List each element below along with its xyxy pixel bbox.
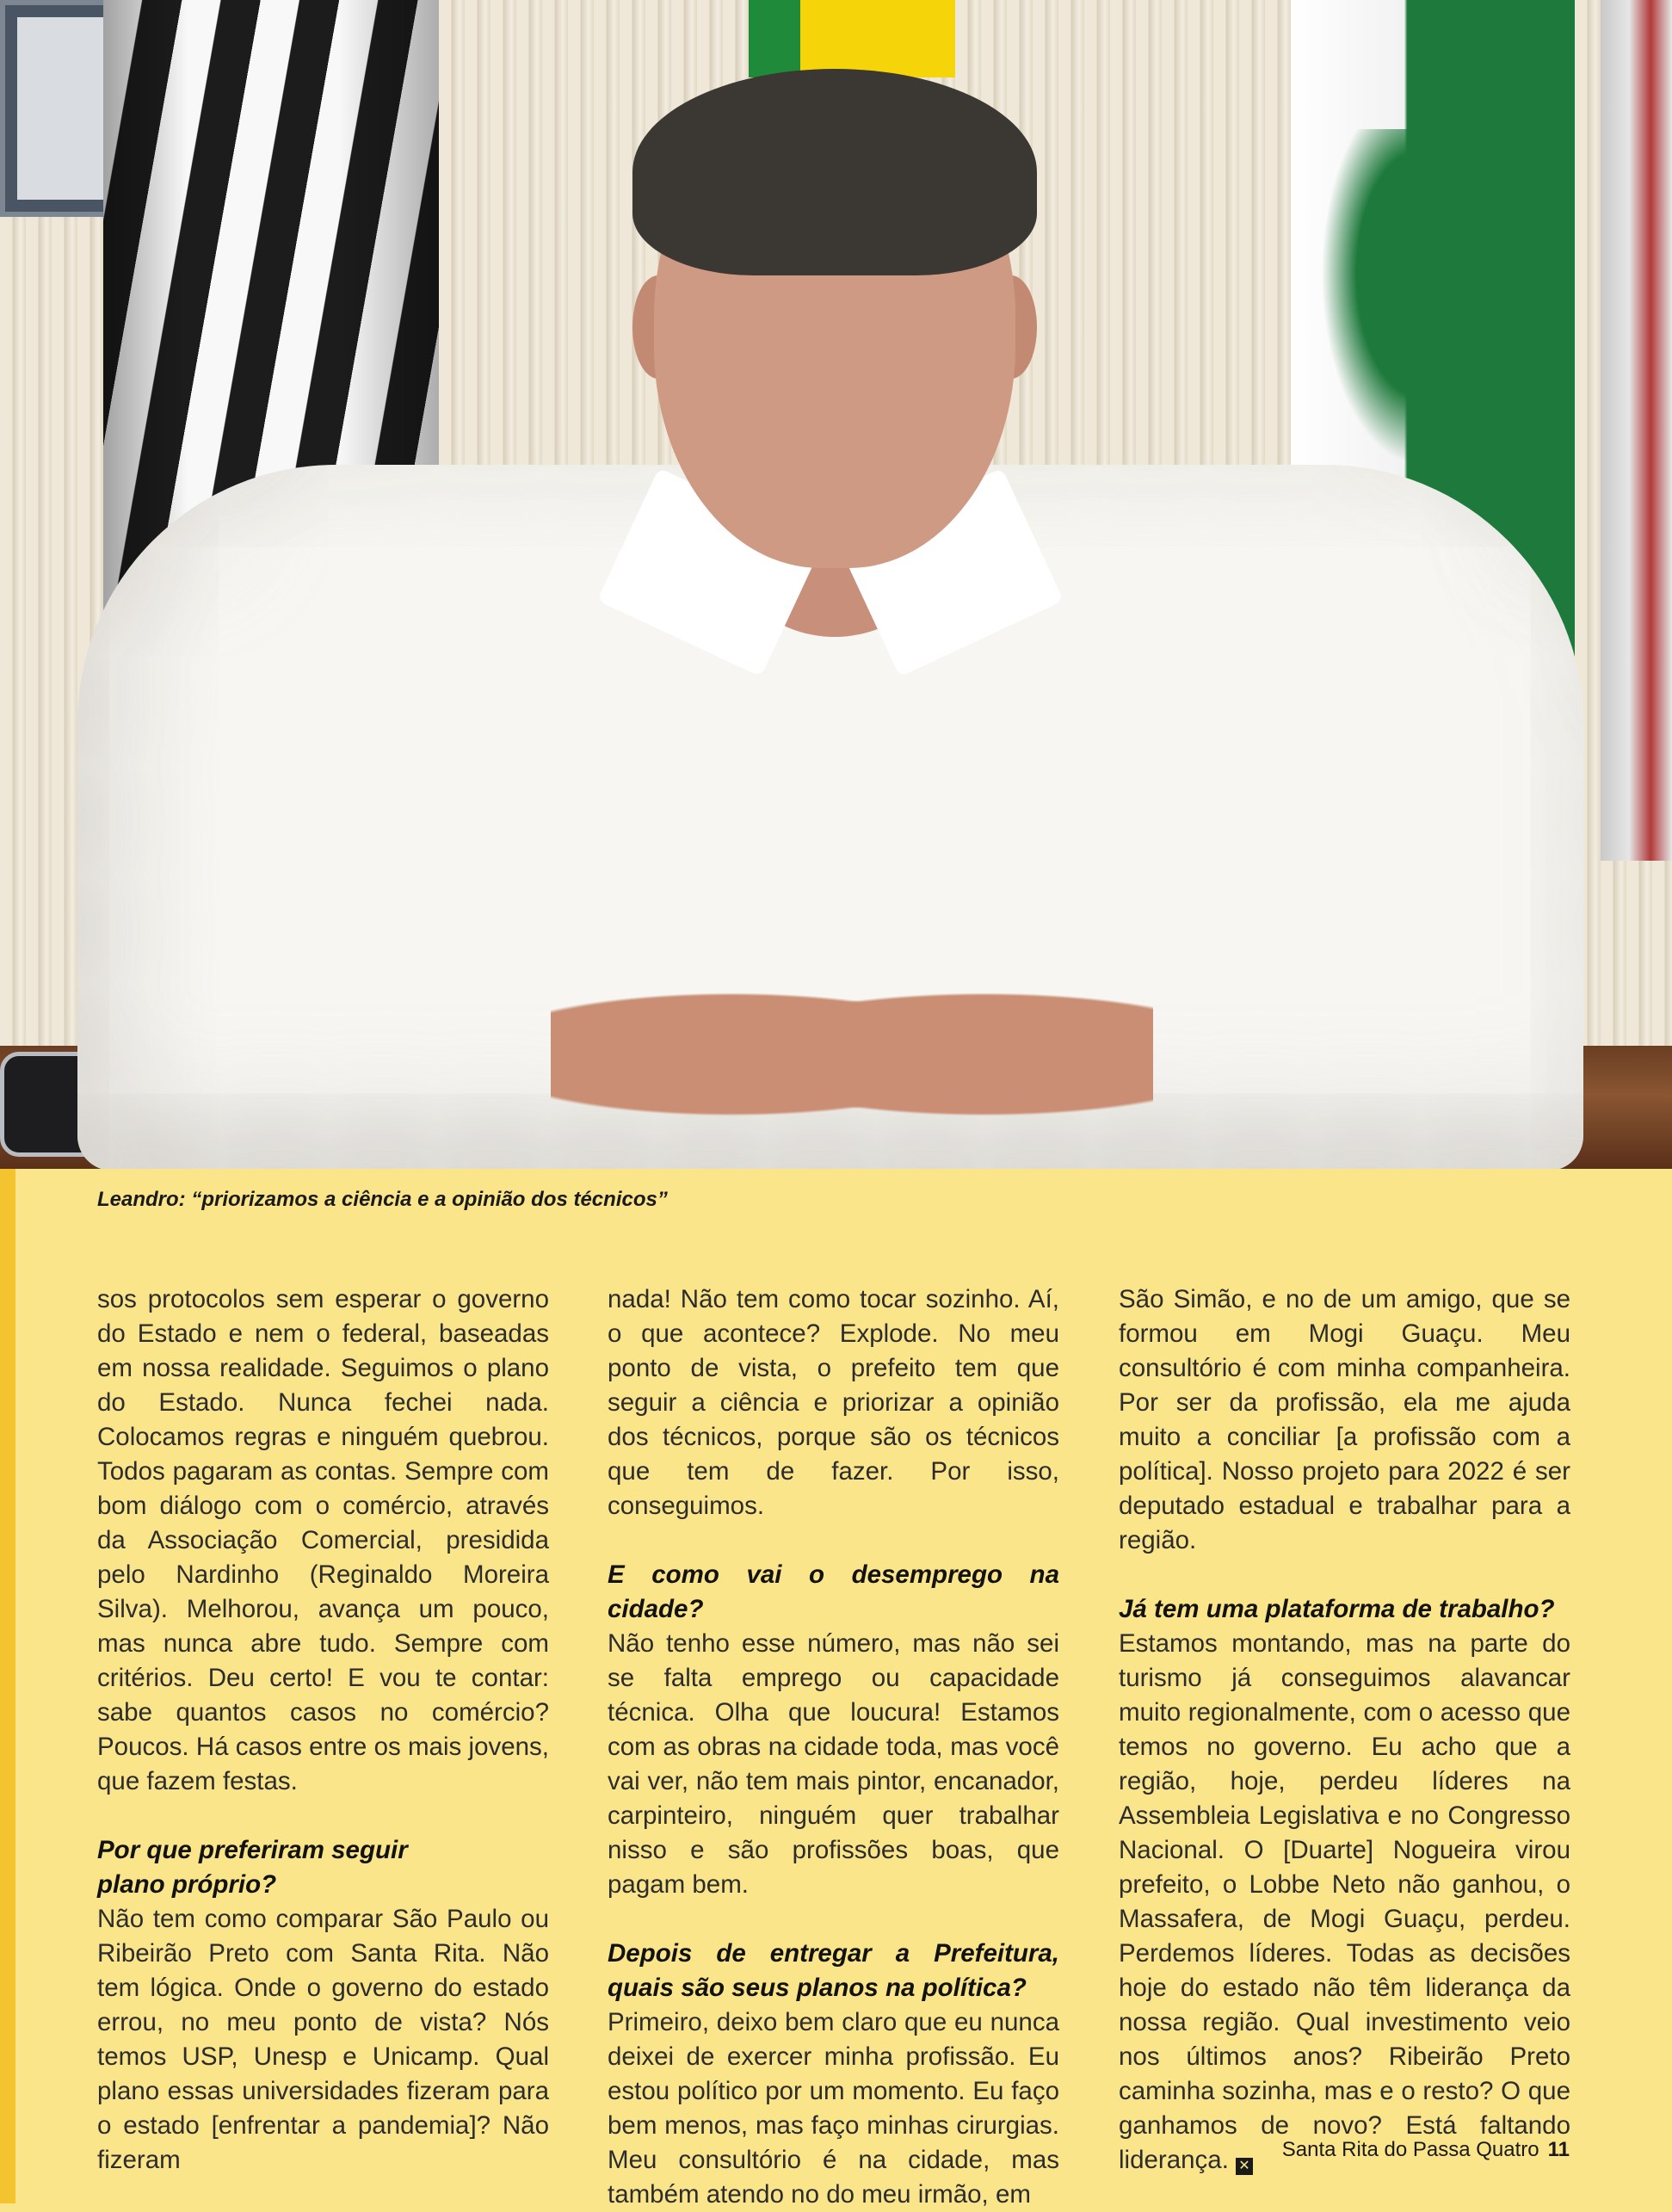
paragraph: Primeiro, deixo bem claro que eu nunca deixei de exercer minha profissão. Eu estou político por um momento. Eu faço bem menos, mas faço minhas cirurgias. Meu consultório é na cidade, mas também atendo no do meu irmão, em bbox=[608, 2008, 1059, 2209]
article-column-3 bbox=[1119, 1282, 1570, 2178]
photo-caption: Leandro: “priorizamos a ciência e a opinião dos técnicos” bbox=[97, 1188, 668, 1211]
question-heading: E como vai o desemprego na cidade? bbox=[608, 1560, 1059, 1623]
article-column-2 bbox=[608, 1282, 1059, 2212]
paragraph: Estamos montando, mas na parte do turismo já conseguimos alavancar muito regionalmente, com o acesso que temos no governo. Eu acho que a região, hoje, perdeu líderes na Assembleia Legislativa e no Congresso Nacional. O [Duarte] Nogueira virou prefeito, o Lobbe Neto não ganhou, o Massafera, de Mogi Guaçu, perdeu. Perdemos líderes. Todas as decisões hoje do estado não têm liderança da nossa região. Qual investimento veio nos últimos anos? Ribeirão Preto caminha sozinha, mas e o resto? O que ganhamos de novo? Está faltando liderança. ✕ bbox=[1119, 1629, 1570, 2174]
page-footer bbox=[1282, 2138, 1570, 2162]
hair bbox=[632, 69, 1037, 275]
page-number: 11 bbox=[1547, 2138, 1570, 2161]
question-heading: Depois de entregar a Prefeitura, quais são seus planos na política? bbox=[608, 1939, 1059, 2002]
publication-name: Santa Rita do Passa Quatro bbox=[1281, 2138, 1539, 2161]
paragraph: Não tenho esse número, mas não sei se falta emprego ou capacidade técnica. Olha que loucura! Estamos com as obras na cidade toda, mas você vai ver, não tem mais pintor, encanador, carpinteiro, ninguém quer trabalhar nisso e são profissões boas, que pagam bem. bbox=[608, 1629, 1059, 1899]
end-of-article-icon: ✕ bbox=[1236, 2158, 1253, 2175]
paragraph: São Simão, e no de um amigo, que se formou em Mogi Guaçu. Meu consultório é com minha companheira. Por ser da profissão, ela me ajuda muito a conciliar [a profissão com a política]. Nosso projeto para 2022 é ser deputado estadual e trabalhar para a região. bbox=[1119, 1285, 1570, 1554]
paragraph: sos protocolos sem esperar o governo do Estado e nem o federal, baseadas em nossa realidade. Seguimos o plano do Estado. Nunca fechei nada. Colocamos regras e ninguém quebrou. Todos pagaram as contas. Sempre com bom diálogo com o comércio, através da Associação Comercial, presidida pelo Nardinho (Reginaldo Moreira Silva). Melhorou, avança um pouco, mas nunca abre tudo. Sempre com critérios. Deu certo! E vou te contar: sabe quantos casos no comércio? Poucos. Há casos entre os mais jovens, que fazem festas. bbox=[97, 1285, 549, 1795]
question-heading: Já tem uma plataforma de trabalho? bbox=[1119, 1595, 1555, 1623]
clasped-hands bbox=[551, 955, 1153, 1153]
article-column-1 bbox=[97, 1282, 549, 2178]
paragraph: Não tem como comparar São Paulo ou Ribeirão Preto com Santa Rita. Não tem lógica. Onde o governo do estado errou, no meu ponto de vista? Nós temos USP, Unesp e Unicamp. Qual plano essas universidades fizeram para o estado [enfrentar a pandemia]? Não fizeram bbox=[97, 1905, 549, 2174]
paragraph: nada! Não tem como tocar sozinho. Aí, o que acontece? Explode. No meu ponto de vista, o prefeito tem que seguir a ciência e priorizar a opinião dos técnicos, porque são os técnicos que tem de fazer. Por isso, conseguimos. bbox=[608, 1285, 1059, 1520]
question-heading: Por que preferiram seguir plano próprio? bbox=[97, 1836, 408, 1899]
accent-strip bbox=[0, 1169, 15, 2203]
